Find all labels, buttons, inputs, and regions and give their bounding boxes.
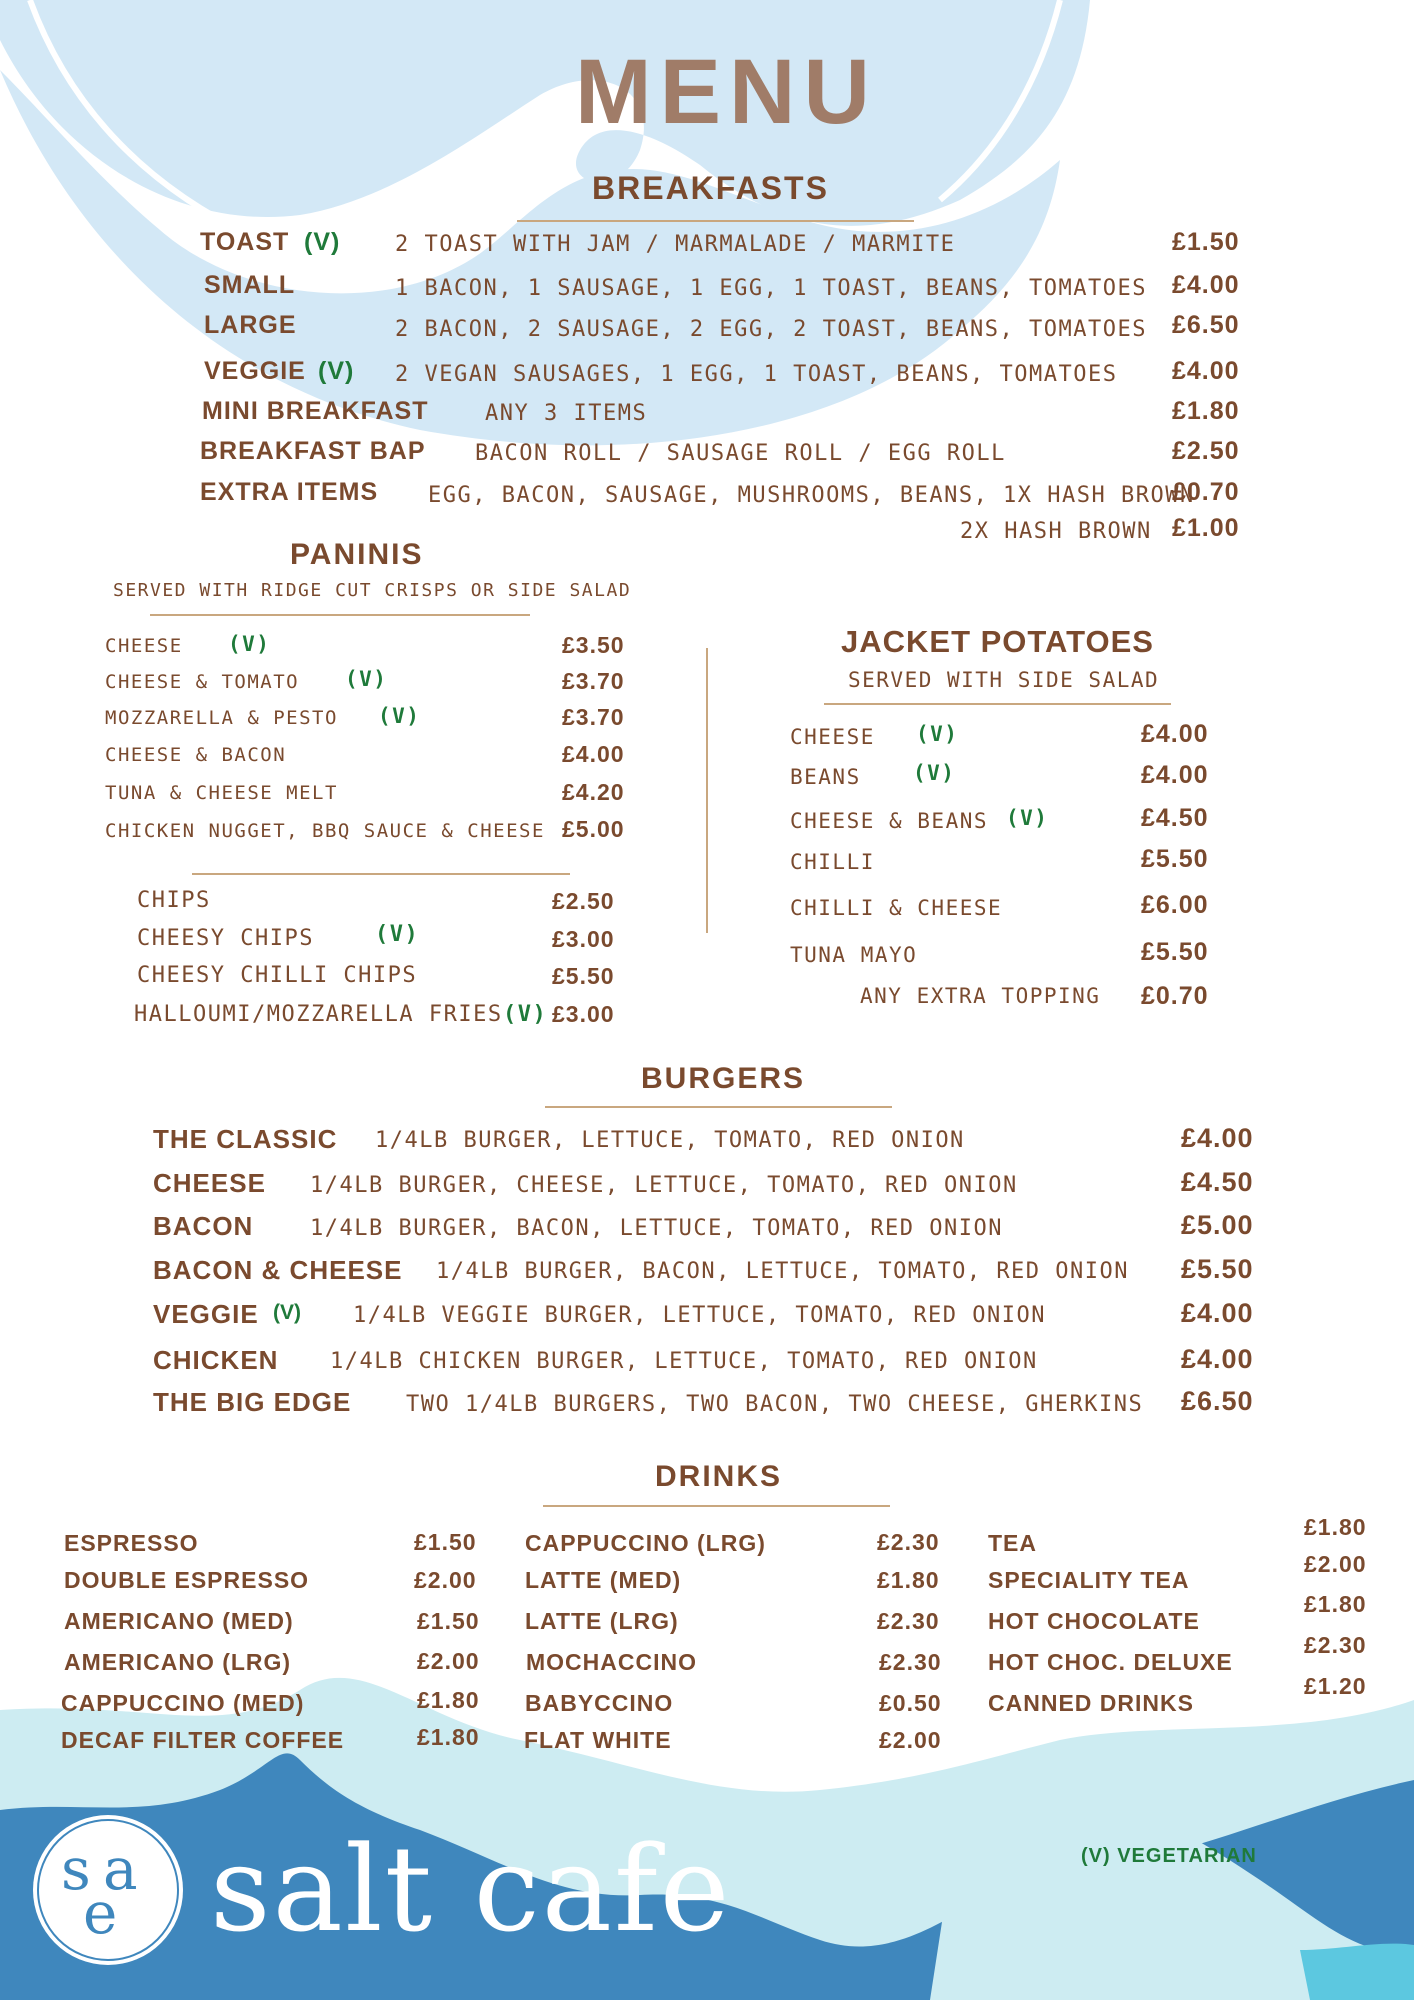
drink-price: £1.80 — [417, 1724, 480, 1750]
menu-title: MENU — [575, 41, 878, 143]
jacket-price: £5.50 — [1141, 845, 1209, 873]
jacket-price: £0.70 — [1141, 982, 1209, 1010]
drink-price: £2.00 — [417, 1648, 480, 1674]
drinks-divider — [543, 1505, 890, 1507]
burger-price: £4.00 — [1181, 1298, 1254, 1328]
drink-name: CAPPUCCINO (LRG) — [525, 1530, 766, 1556]
burger-name: CHEESE — [153, 1168, 266, 1198]
jacket-price: £4.00 — [1141, 720, 1209, 748]
breakfast-price: £1.00 — [1172, 514, 1240, 542]
breakfast-name: LARGE — [204, 311, 297, 339]
burgers-divider — [545, 1106, 892, 1108]
burger-price: £5.50 — [1181, 1254, 1254, 1284]
burger-description: 1/4LB BURGER, BACON, LETTUCE, TOMATO, RED ONION — [310, 1216, 1004, 1241]
burger-price: £5.00 — [1181, 1210, 1254, 1240]
chips-price: £3.00 — [552, 926, 615, 952]
burger-price: £6.50 — [1181, 1386, 1254, 1416]
chips-divider — [192, 873, 570, 875]
logo-letter-a: a — [103, 1835, 138, 1903]
breakfasts-divider — [517, 220, 914, 222]
breakfast-description: 2X HASH BROWN — [960, 519, 1152, 544]
drink-name: DECAF FILTER COFFEE — [61, 1727, 345, 1753]
jackets-divider — [824, 703, 1171, 705]
drink-name: TEA — [988, 1530, 1037, 1556]
breakfast-description: BACON ROLL / SAUSAGE ROLL / EGG ROLL — [475, 441, 1006, 466]
breakfast-price: £1.80 — [1172, 397, 1240, 425]
panini-name: MOZZARELLA & PESTO — [105, 707, 338, 729]
breakfast-price: £4.00 — [1172, 271, 1240, 299]
burger-name: BACON & CHEESE — [153, 1255, 403, 1285]
drink-price: £1.50 — [417, 1608, 480, 1634]
drink-name: DOUBLE ESPRESSO — [64, 1567, 310, 1593]
vegetarian-badge: (V) — [916, 722, 959, 746]
logo-letter-s: s — [61, 1835, 91, 1903]
panini-price: £3.70 — [562, 668, 625, 694]
panini-price: £3.70 — [562, 704, 625, 730]
burger-description: 1/4LB VEGGIE BURGER, LETTUCE, TOMATO, RED ONION — [353, 1303, 1047, 1328]
drink-name: ESPRESSO — [64, 1530, 199, 1556]
panini-name: TUNA & CHEESE MELT — [105, 782, 338, 804]
panini-price: £4.20 — [562, 779, 625, 805]
paninis-heading: PANINIS — [290, 538, 424, 571]
drink-name: AMERICANO (MED) — [64, 1608, 294, 1634]
top-wave-shape — [0, 0, 1090, 226]
drink-name: BABYCCINO — [525, 1690, 674, 1716]
drink-price: £2.00 — [1304, 1551, 1367, 1577]
breakfast-description: EGG, BACON, SAUSAGE, MUSHROOMS, BEANS, 1X HASH BROWN — [428, 483, 1195, 508]
brand-logo — [33, 1815, 183, 1965]
column-divider — [706, 648, 708, 933]
vegetarian-badge: (V) — [228, 632, 271, 656]
brand-name: salt cafe — [210, 1820, 732, 1958]
vegetarian-badge: (V) — [375, 922, 420, 947]
chips-name: HALLOUMI/MOZZARELLA FRIES — [134, 1002, 503, 1027]
chips-name: CHEESY CHIPS — [137, 926, 314, 951]
chips-price: £3.00 — [552, 1001, 615, 1027]
breakfasts-heading: BREAKFASTS — [592, 170, 829, 206]
jacket-name: TUNA MAYO — [790, 943, 918, 967]
breakfast-price: £0.70 — [1172, 478, 1240, 506]
breakfast-description: 2 VEGAN SAUSAGES, 1 EGG, 1 TOAST, BEANS, TOMATOES — [395, 362, 1118, 387]
breakfast-price: £4.00 — [1172, 357, 1240, 385]
burger-price: £4.00 — [1181, 1123, 1254, 1153]
jacket-name: CHILLI & CHEESE — [790, 896, 1003, 920]
drink-price: £2.00 — [879, 1727, 942, 1753]
vegetarian-badge: (V) — [318, 357, 355, 385]
burger-price: £4.00 — [1181, 1344, 1254, 1374]
bottom-wave-right-accent — [1300, 1944, 1414, 2000]
burger-name: BACON — [153, 1211, 254, 1241]
panini-name: CHEESE & TOMATO — [105, 671, 300, 693]
drink-price: £1.80 — [1304, 1591, 1367, 1617]
drink-price: £1.80 — [417, 1687, 480, 1713]
drink-price: £2.30 — [879, 1649, 942, 1675]
panini-name: CHEESE & BACON — [105, 744, 287, 766]
drink-name: CANNED DRINKS — [988, 1690, 1194, 1716]
breakfast-name: MINI BREAKFAST — [202, 397, 429, 425]
paninis-divider — [150, 614, 530, 616]
drink-price: £2.30 — [877, 1529, 940, 1555]
chips-price: £2.50 — [552, 888, 615, 914]
drink-name: CAPPUCCINO (MED) — [61, 1690, 305, 1716]
panini-price: £3.50 — [562, 632, 625, 658]
panini-name: CHEESE — [105, 635, 183, 657]
jackets-subheading: SERVED WITH SIDE SALAD — [848, 668, 1160, 692]
drink-price: £0.50 — [879, 1690, 942, 1716]
breakfast-name: VEGGIE — [204, 357, 306, 385]
drink-price: £2.00 — [414, 1567, 477, 1593]
jacket-name: BEANS — [790, 765, 861, 789]
jacket-price: £4.00 — [1141, 761, 1209, 789]
logo-letter-e: e — [83, 1879, 118, 1947]
drink-name: MOCHACCINO — [526, 1649, 697, 1675]
drink-name: FLAT WHITE — [524, 1727, 672, 1753]
burger-description: 1/4LB BURGER, CHEESE, LETTUCE, TOMATO, RED ONION — [310, 1173, 1018, 1198]
burger-name: CHICKEN — [153, 1345, 279, 1375]
vegetarian-badge: (V) — [1006, 806, 1049, 830]
vegetarian-badge: (V) — [378, 704, 421, 728]
drink-price: £1.80 — [877, 1567, 940, 1593]
drink-price: £1.80 — [1304, 1514, 1367, 1540]
burger-name: THE CLASSIC — [153, 1124, 338, 1154]
chips-price: £5.50 — [552, 963, 615, 989]
jacket-name: ANY EXTRA TOPPING — [860, 984, 1101, 1008]
chips-name: CHEESY CHILLI CHIPS — [137, 963, 418, 988]
chips-name: CHIPS — [137, 888, 211, 913]
breakfast-price: £6.50 — [1172, 311, 1240, 339]
breakfast-name: EXTRA ITEMS — [200, 478, 379, 506]
breakfast-name: TOAST — [200, 228, 290, 256]
breakfast-description: 2 TOAST WITH JAM / MARMALADE / MARMITE — [395, 232, 956, 257]
drink-name: LATTE (LRG) — [525, 1608, 679, 1634]
drink-name: HOT CHOCOLATE — [988, 1608, 1200, 1634]
drink-name: HOT CHOC. DELUXE — [988, 1649, 1233, 1675]
drink-name: SPECIALITY TEA — [988, 1567, 1190, 1593]
jacket-price: £5.50 — [1141, 938, 1209, 966]
vegetarian-badge: (V) — [913, 761, 956, 785]
vegetarian-badge: (V) — [304, 228, 341, 256]
burger-description: 1/4LB BURGER, BACON, LETTUCE, TOMATO, RED ONION — [436, 1259, 1130, 1284]
paninis-subheading: SERVED WITH RIDGE CUT CRISPS OR SIDE SALAD — [113, 580, 632, 601]
jacket-name: CHILLI — [790, 850, 875, 874]
vegetarian-badge: (V) — [503, 1002, 548, 1027]
vegetarian-badge: (V) — [345, 667, 388, 691]
breakfast-name: BREAKFAST BAP — [200, 437, 426, 465]
jacket-price: £6.00 — [1141, 891, 1209, 919]
burger-name: THE BIG EDGE — [153, 1387, 352, 1417]
breakfast-price: £1.50 — [1172, 228, 1240, 256]
drink-price: £1.50 — [414, 1529, 477, 1555]
vegetarian-badge: (V) — [273, 1301, 301, 1324]
burger-description: 1/4LB BURGER, LETTUCE, TOMATO, RED ONION — [375, 1128, 965, 1153]
drink-name: LATTE (MED) — [525, 1567, 682, 1593]
drink-price: £2.30 — [1304, 1632, 1367, 1658]
breakfast-name: SMALL — [204, 271, 296, 299]
drink-price: £2.30 — [877, 1608, 940, 1634]
drink-name: AMERICANO (LRG) — [64, 1649, 292, 1675]
jackets-heading: JACKET POTATOES — [841, 624, 1154, 659]
panini-name: CHICKEN NUGGET, BBQ SAUCE & CHEESE — [105, 820, 545, 842]
burgers-heading: BURGERS — [641, 1062, 806, 1095]
jacket-name: CHEESE — [790, 725, 875, 749]
drink-price: £1.20 — [1304, 1673, 1367, 1699]
vegetarian-legend: (V) VEGETARIAN — [1081, 1845, 1257, 1867]
panini-price: £4.00 — [562, 741, 625, 767]
breakfast-description: 2 BACON, 2 SAUSAGE, 2 EGG, 2 TOAST, BEANS, TOMATOES — [395, 317, 1148, 342]
drinks-heading: DRINKS — [655, 1460, 783, 1493]
breakfast-description: ANY 3 ITEMS — [485, 401, 648, 426]
breakfast-description: 1 BACON, 1 SAUSAGE, 1 EGG, 1 TOAST, BEANS, TOMATOES — [395, 276, 1148, 301]
jacket-price: £4.50 — [1141, 804, 1209, 832]
burger-price: £4.50 — [1181, 1167, 1254, 1197]
breakfast-price: £2.50 — [1172, 437, 1240, 465]
burger-name: VEGGIE — [153, 1299, 259, 1329]
panini-price: £5.00 — [562, 816, 625, 842]
jacket-name: CHEESE & BEANS — [790, 809, 989, 833]
burger-description: TWO 1/4LB BURGERS, TWO BACON, TWO CHEESE, GHERKINS — [406, 1392, 1144, 1417]
burger-description: 1/4LB CHICKEN BURGER, LETTUCE, TOMATO, RED ONION — [330, 1349, 1038, 1374]
